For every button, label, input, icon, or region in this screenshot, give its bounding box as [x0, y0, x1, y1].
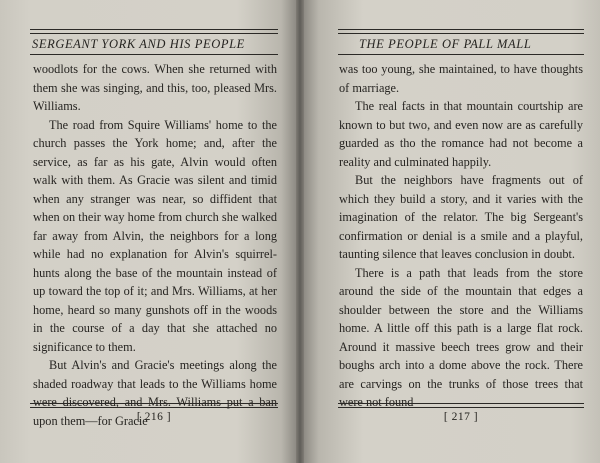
header-rule-bottom — [30, 54, 278, 55]
page-body — [33, 60, 277, 430]
header-rule-top — [30, 29, 278, 30]
footer-rule-thin — [338, 407, 584, 408]
paragraph: The real facts in that mountain courtship are known to but two, and even now are as carefully guarded as tho the romance had not become a reality and culminated happily. — [339, 99, 583, 169]
footer-rule-top — [338, 403, 584, 404]
page-number: [ 216 ] — [136, 411, 172, 423]
page-number: [ 217 ] — [443, 411, 479, 423]
running-head: SERGEANT YORK AND HIS PEOPLE — [32, 37, 245, 51]
paragraph: But the neighbors have fragments out of which they build a story, and it varies with the imagination of the relator. The big Sergeant's confirmation or denial is a smile and a playful, taunting silence that leaves conclusion in doubt. — [339, 173, 583, 261]
paragraph: woodlots for the cows. When she returned with them she was singing, and this, too, pleased Mrs. Williams. — [33, 62, 277, 113]
footer-rule-top — [30, 403, 278, 404]
header-rule-bottom — [338, 54, 584, 55]
paragraph: There is a path that leads from the store around the side of the mountain that edges a shoulder between the store and the Williams home. A little off this path is a large flat rock. Around it massive beech trees grow and their boughs arch into a dome above the rock. There are carvings on the trunks of those trees that were not found — [339, 265, 583, 409]
left-page — [0, 0, 296, 463]
header-rule-top-thin — [30, 33, 278, 34]
footer-rule-thin — [30, 407, 278, 408]
gutter — [296, 0, 304, 463]
running-head: THE PEOPLE OF PALL MALL — [359, 37, 532, 51]
paragraph: The road from Squire Williams' home to the church passes the York home; and, after the service, as far as his gate, Alvin would often walk with them. As Gracie was silent and timid when any stranger was near, so diffident that when on their way home from church she walked far away from Alvin, the neighbors for a long while had no explanation for Alvin's squirrel-hunts along the base of the mountain instead of up toward the top of it; and Mrs. Williams, at her home, heard so many gunshots off in the woods in the course of a day that she attached no significance to them. — [33, 117, 277, 354]
right-page — [304, 0, 600, 463]
paragraph: was too young, she maintained, to have thoughts of marriage. — [339, 62, 583, 95]
page-body — [339, 60, 583, 412]
header-rule-top — [338, 29, 584, 30]
paragraph: But Alvin's and Gracie's meetings along the shaded roadway that leads to the Williams home were discovered, and Mrs. Williams put a ban upon them—for Gracie — [33, 358, 277, 428]
header-rule-top-thin — [338, 33, 584, 34]
